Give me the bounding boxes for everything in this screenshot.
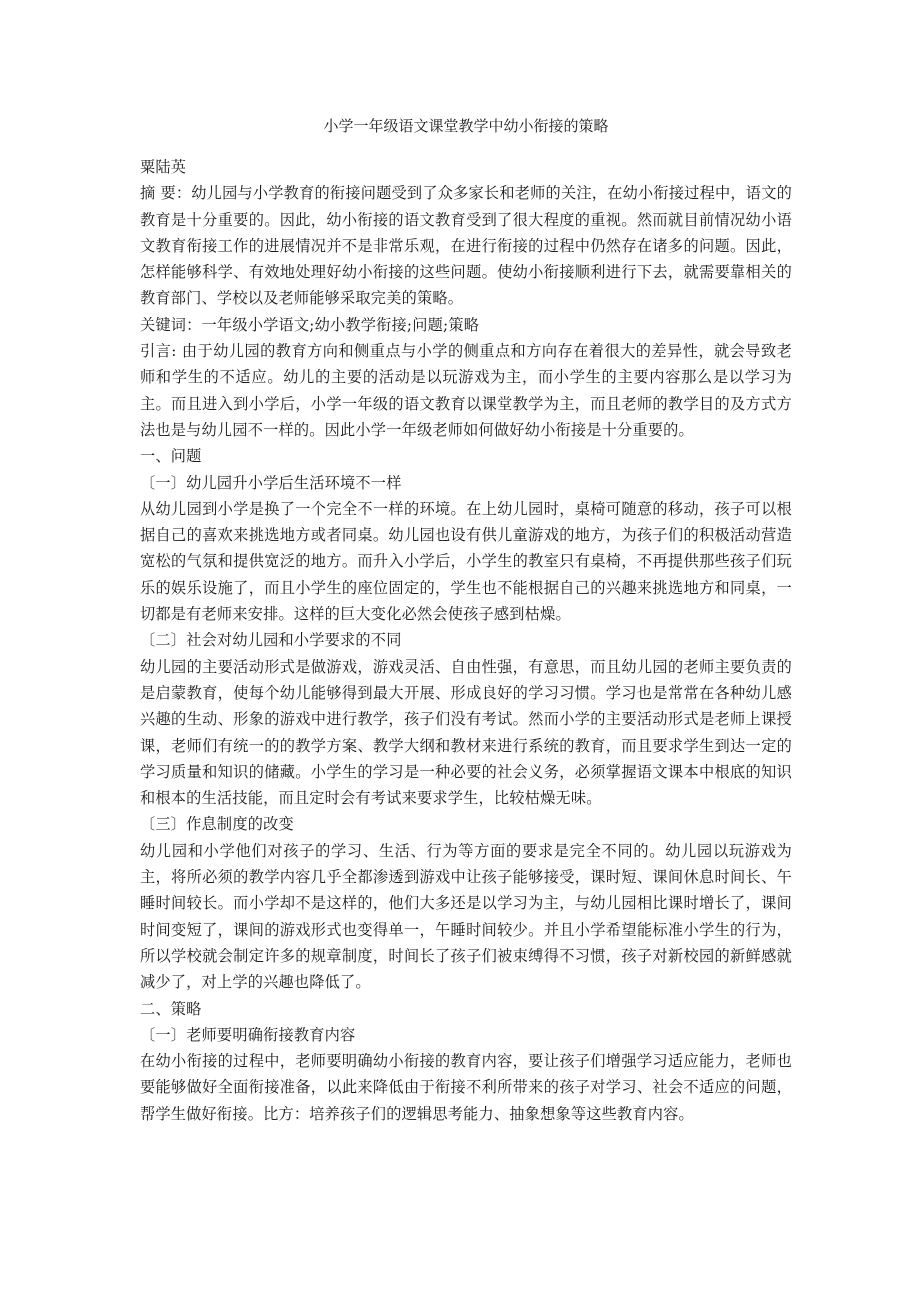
- schedule-paragraph: 幼儿园和小学他们对孩子的学习、生活、行为等方面的要求是完全不同的。幼儿园以玩游戏为主，将所必须的教学内容几乎全都渗透到游戏中让孩子能够接受，课时短、课间休息时间长、午睡时间较长。而小学却不是这样的，他们大多还是以学习为主，与幼儿园相比课时增长了，课间时间变短了，课间的游戏形式也变得单一，午睡时间较少。并且小学希望能标准小学生的行为，所以学校就会制定许多的规章制度，时间长了孩子们被束缚得不习惯，孩子对新校园的新鲜感就减少了，对上学的兴趣也降低了。: [140, 841, 792, 992]
- section-heading-problems: 一、问题: [140, 447, 202, 466]
- subsection-heading-schedule: 〔三〕作息制度的改变: [140, 815, 294, 834]
- intro-paragraph: 引言: 由于幼儿园的教育方向和侧重点与小学的侧重点和方向存在着很大的差异性，就会导致老师和学生的不适应。幼儿的主要的活动是以玩游戏为主，而小学生的主要内容那么是以学习为主。而且进入到小学后，小学一年级的语文教育以课堂教学为主，而且老师的教学目的及方式方法也是与幼儿园不一样的。因此小学一年级老师如何做好幼小衔接是十分重要的。: [140, 342, 792, 439]
- environment-paragraph: 从幼儿园到小学是换了一个完全不一样的环境。在上幼儿园时，桌椅可随意的移动，孩子可以根据自己的喜欢来挑选地方或者同桌。幼儿园也设有供儿童游戏的地方，为孩子们的积极活动营造宽松的气氛和提供宽泛的地方。而升入小学后，小学生的教室只有桌椅，不再提供那些孩子们玩乐的娱乐设施了，而且小学生的座位固定的，学生也不能根据自己的兴趣来挑选地方和同桌，一切都是有老师来安排。这样的巨大变化必然会使孩子感到枯燥。: [140, 499, 792, 624]
- document-page: [140, 112, 792, 1127]
- subsection-heading-environment: 〔一〕幼儿园升小学后生活环境不一样: [140, 473, 402, 492]
- requirements-paragraph: 幼儿园的主要活动形式是做游戏，游戏灵活、自由性强，有意思，而且幼儿园的老师主要负责的是启蒙教育，使每个幼儿能够得到最大开展、形成良好的学习习惯。学习也是常常在各种幼儿感兴趣的生动、形象的游戏中进行教学，孩子们没有考试。然而小学的主要活动形式是老师上课授课，老师们有统一的的教学方案、教学大纲和教材来进行系统的教育，而且要求学生到达一定的学习质量和知识的储藏。小学生的学习是一种必要的社会义务，必须掌握语文课本中根底的知识和根本的生活技能，而且定时会有考试来要求学生，比较枯燥无味。: [140, 657, 792, 808]
- subsection-heading-content: 〔一〕老师要明确衔接教育内容: [140, 1025, 356, 1044]
- section-heading-strategies: 二、策略: [140, 999, 202, 1018]
- document-title: 小学一年级语文课堂教学中幼小衔接的策略: [323, 117, 609, 135]
- subsection-heading-requirements: 〔二〕社会对幼儿园和小学要求的不同: [140, 631, 402, 650]
- content-paragraph: 在幼小衔接的过程中，老师要明确幼小衔接的教育内容，要让孩子们增强学习适应能力，老师也要能够做好全面衔接准备，以此来降低由于衔接不利所带来的孩子对学习、社会不适应的问题，帮学生做好衔接。比方：培养孩子们的逻辑思考能力、抽象想象等这些教育内容。: [140, 1052, 792, 1123]
- author-name: 粟陆英: [140, 158, 187, 176]
- keywords-line: 关键词：一年级小学语文;幼小教学衔接;问题;策略: [140, 315, 480, 334]
- abstract-paragraph: 摘 要：幼儿园与小学教育的衔接问题受到了众多家长和老师的关注，在幼小衔接过程中，语文的教育是十分重要的。因此，幼小衔接的语文教育受到了很大程度的重视。然而就目前情况幼小语文教育衔接工作的进展情况并不是非常乐观，在进行衔接的过程中仍然存在诸多的问题。因此，怎样能够科学、有效地处理好幼小衔接的这些问题。使幼小衔接顺利进行下去，就需要靠相关的教育部门、学校以及老师能够采取完美的策略。: [140, 184, 792, 308]
